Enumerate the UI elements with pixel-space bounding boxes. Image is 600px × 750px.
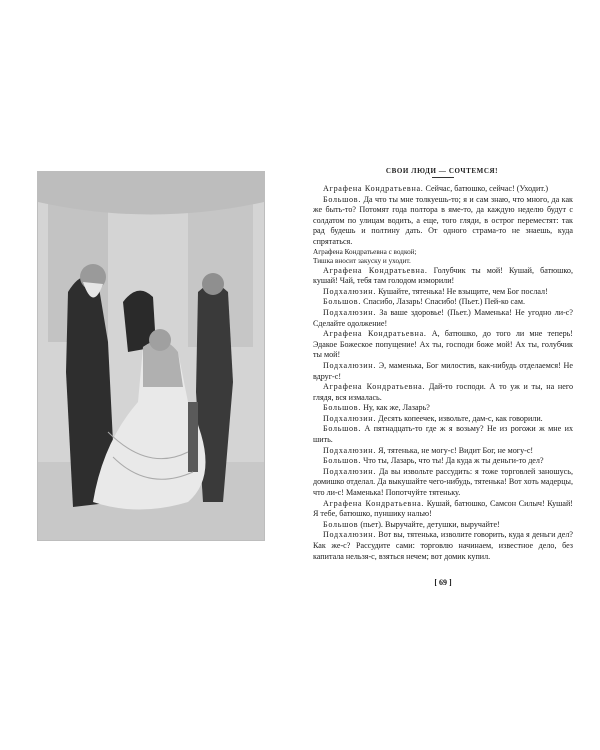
paragraph xyxy=(313,184,573,195)
dialogue-line xyxy=(313,287,573,298)
dialogue-line xyxy=(313,266,573,287)
speaker: Большов. xyxy=(323,297,362,307)
speech: Да что ты мне толкуешь-то; я и сам знаю, что много, да как же быть-то? Потомят года полтора в яме-то, да каждую неделю будут с солдатом по улицам водить, а еще, того гляди, в острог переместят: так рад будешь и полтину дать. От одного страма-то не знаешь, куда спрятаться. xyxy=(313,194,573,246)
page-number: [ 69 ] xyxy=(434,578,452,587)
running-head: СВОИ ЛЮДИ — СОЧТЕМСЯ! xyxy=(385,167,499,175)
speech: А пятнадцать-то где ж я возьму? Не из рогожи ж мне их шить. xyxy=(313,424,573,445)
speaker: Большов. xyxy=(323,194,362,204)
stage-direction-line-2: Тишка вносит закуску и уходит. xyxy=(313,256,411,265)
speech: Что ты, Лазарь, что ты! Да куда ж ты деньги-то дел? xyxy=(361,456,544,466)
speaker: Большов. xyxy=(323,456,362,466)
speech: Ну, как же, Лазарь? xyxy=(361,403,430,413)
speech: Вот вы, тятенька, изволите говорить, куда я деньги дел? Как же-с? Рассудите сами: торговлю начинаем, известное дело, без капитала нельзя-с, взяться нечем; вот домик купил. xyxy=(313,530,573,561)
speech: (пьет). Выручайте, детушки, выручайте! xyxy=(358,519,500,529)
speaker: Подхалюзин. xyxy=(323,307,377,317)
speaker: Подхалюзин. xyxy=(323,466,377,476)
speaker: Аграфена Кондратьевна. xyxy=(323,184,424,193)
stage-direction-line-1: Аграфена Кондратьевна с водкой; xyxy=(313,247,417,256)
dialogue xyxy=(313,266,573,563)
speaker: Большов. xyxy=(323,424,362,434)
speaker: Подхалюзин. xyxy=(323,286,377,296)
header-rule xyxy=(432,177,454,178)
dialogue-line xyxy=(313,424,573,445)
dialogue-line xyxy=(313,403,573,414)
speech: Голубчик ты мой! Кушай, батюшко, кушай! Чай, тебя там голодом изморили! xyxy=(313,265,573,286)
speech: Сейчас, батюшко, сейчас! (Уходит.) xyxy=(423,184,549,193)
dialogue-line xyxy=(313,446,573,457)
speaker: Подхалюзин. xyxy=(323,360,377,370)
speech: Спасибо, Лазарь! Спасибо! (Пьет.) Пей-ко сам. xyxy=(361,297,525,307)
speaker: Аграфена Кондратьевна. xyxy=(323,265,428,275)
dialogue-line xyxy=(313,414,573,425)
speech: Я, тятенька, не могу-с! Видит Бог, не могу-с! xyxy=(376,445,534,455)
dialogue-line xyxy=(313,456,573,467)
speaker: Аграфена Кондратьевна. xyxy=(323,329,427,339)
speech: Кушайте, тятенька! Не взыщите, чем Бог послал! xyxy=(376,286,548,296)
speech: Кушай, батюшко, Самсон Силыч! Кушай! Я тебе, батюшко, пуншику налью! xyxy=(313,498,573,519)
dialogue-line xyxy=(313,297,573,308)
dialogue-line xyxy=(313,382,573,403)
speaker: Подхалюзин. xyxy=(323,413,377,423)
dialogue-line xyxy=(313,329,573,361)
illustration xyxy=(37,171,265,541)
speaker: Большов xyxy=(323,519,359,529)
dialogue-line xyxy=(313,308,573,329)
speaker: Большов. xyxy=(323,403,362,413)
speech: Десять копеечек, извольте, дам-с, как говорили. xyxy=(376,413,543,423)
speech: Дай-то господи. А то уж и ты, на него глядя, вся измалась. xyxy=(313,382,573,402)
speech: Э, маменька, Бог милостив, как-нибудь отделаемся! Не вдруг-с! xyxy=(313,360,573,381)
dialogue-line xyxy=(313,520,573,531)
dialogue-line xyxy=(313,361,573,382)
speech: Да вы извольте рассудить: я тоже торговлей заношусь, домишко отделал. Да выкушайте чего-нибудь, тятенька! Вот хоть мадерцы, что ли-с! Маменька! Попотчуйте тятеньку. xyxy=(313,466,573,498)
dialogue-line xyxy=(313,530,573,562)
paragraph xyxy=(313,195,573,248)
speaker: Аграфена Кондратьевна. xyxy=(323,382,426,392)
speech: А, батюшко, до того ли мне теперь! Эдакое Божеское попущение! Ах ты, господи боже мой! Ах ты, голубчик ты мой! xyxy=(313,329,573,360)
dialogue-line xyxy=(313,499,573,520)
dialogue-line xyxy=(313,467,573,499)
engraving-illustration-icon xyxy=(38,172,264,540)
speaker: Аграфена Кондратьевна. xyxy=(323,498,425,508)
speech: За ваше здоровье! (Пьет.) Маменька! Не угодно ли-с? Сделайте одолжение! xyxy=(313,307,573,328)
page-text xyxy=(313,184,573,562)
speaker: Подхалюзин. xyxy=(323,445,377,455)
speaker: Подхалюзин. xyxy=(323,530,377,540)
stage-direction xyxy=(313,248,573,266)
